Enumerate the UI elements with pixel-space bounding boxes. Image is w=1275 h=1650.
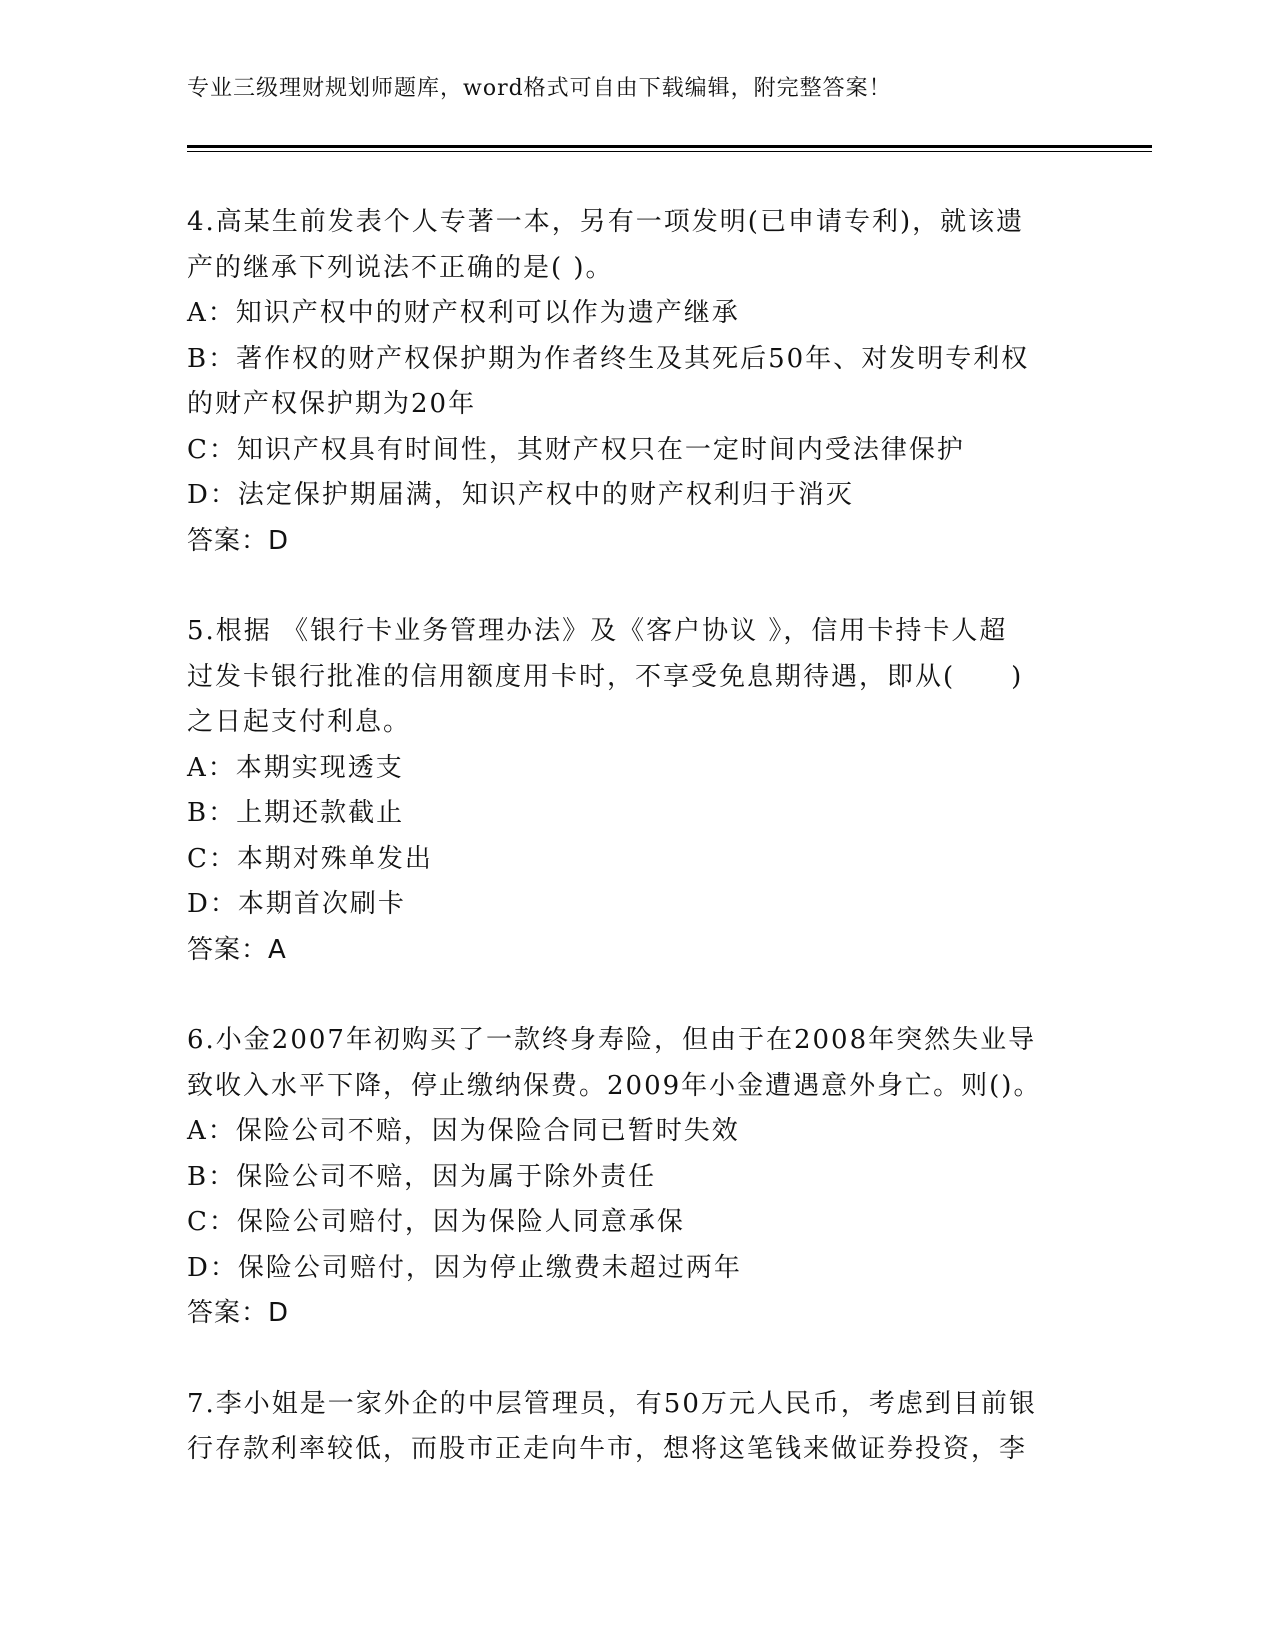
question-stem-line: 4.高某生前发表个人专著一本，另有一项发明(已申请专利)，就该遗	[187, 207, 1025, 237]
option-a: A：本期实现透支	[187, 752, 404, 783]
question-4	[187, 200, 1067, 564]
question-stem-line: 致收入水平下降，停止缴纳保费。2009年小金遭遇意外身亡。则()。	[187, 1070, 1042, 1101]
option-a: A：保险公司不赔，因为保险合同已暂时失效	[187, 1116, 740, 1146]
page-header: 专业三级理财规划师题库，word格式可自由下载编辑，附完整答案！	[187, 76, 892, 101]
option-d: D：保险公司赔付，因为停止缴费未超过两年	[187, 1252, 742, 1283]
question-stem-line: 过发卡银行批准的信用额度用卡时，不享受免息期待遇，即从( )	[187, 661, 1024, 692]
question-stem-line: 行存款利率较低，而股市正走向牛市，想将这笔钱来做证券投资，李	[187, 1434, 1028, 1464]
option-b: B：上期还款截止	[187, 798, 405, 828]
question-stem-line: 产的继承下列说法不正确的是( )。	[187, 252, 614, 283]
answer: 答案：D	[187, 525, 290, 556]
question-stem-line: 6.小金2007年初购买了一款终身寿险，但由于在2008年突然失业导	[187, 1025, 1037, 1055]
option-b: B：保险公司不赔，因为属于除外责任	[187, 1161, 657, 1192]
option-d: D：法定保护期届满，知识产权中的财产权利归于消灭	[187, 480, 854, 510]
answer: 答案：A	[187, 934, 287, 965]
option-c: C：知识产权具有时间性，其财产权只在一定时间内受法律保护	[187, 434, 965, 465]
option-c: C：保险公司赔付，因为保险人同意承保	[187, 1207, 685, 1237]
question-list	[187, 200, 1067, 1518]
option-b-cont: 的财产权保护期为20年	[187, 389, 477, 419]
question-5	[187, 609, 1067, 973]
question-stem-line: 之日起支付利息。	[187, 707, 412, 737]
answer: 答案：D	[187, 1298, 290, 1328]
option-b: B：著作权的财产权保护期为作者终生及其死后50年、对发明专利权	[187, 343, 1030, 374]
option-c: C：本期对殊单发出	[187, 843, 433, 874]
question-stem-line: 7.李小姐是一家外企的中层管理员，有50万元人民币，考虑到目前银	[187, 1388, 1037, 1419]
question-stem-line: 5.根据 《银行卡业务管理办法》及《客户协议 》，信用卡持卡人超	[187, 616, 1008, 646]
option-d: D：本期首次刷卡	[187, 889, 406, 919]
header-rule-thin	[187, 151, 1152, 152]
header-rule-thick	[187, 145, 1152, 148]
question-6	[187, 1018, 1067, 1337]
question-7	[187, 1382, 1067, 1473]
option-a: A：知识产权中的财产权利可以作为遗产继承	[187, 298, 740, 328]
